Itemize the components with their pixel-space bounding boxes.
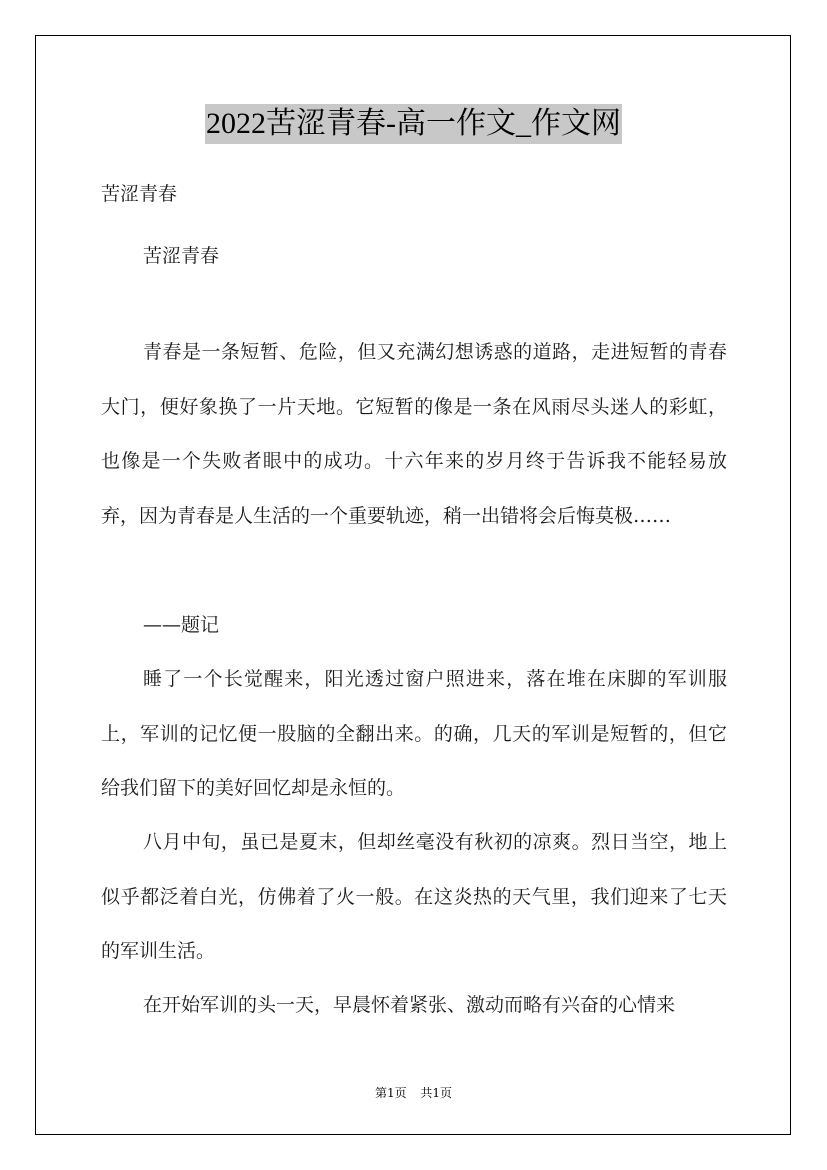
document-title: 2022苦涩青春-高一作文_作文网 bbox=[205, 104, 622, 144]
epigraph-attribution: ——题记 bbox=[143, 614, 220, 636]
page-count: 共1页 bbox=[420, 1086, 453, 1100]
document-subtitle: 苦涩青春 bbox=[101, 183, 178, 205]
paragraph: 青春是一条短暂、危险，但又充满幻想诱惑的道路，走进短暂的青春大门，便好象换了一片天地。它短暂的像是一条在风雨尽头迷人的彩虹，也像是一个失败者眼中的成功。十六年来的岁月终于告诉我不能轻易放弃，因为青春是人生活的一个重要轨迹，稍一出错将会后悔莫极…… bbox=[101, 341, 727, 527]
paragraph: 睡了一个长觉醒来，阳光透过窗户照进来，落在堆在床脚的军训服上，军训的记忆便一股脑的全翻出来。的确，几天的军训是短暂的，但它给我们留下的美好回忆却是永恒的。 bbox=[101, 668, 727, 799]
title-container bbox=[0, 104, 827, 144]
page-number: 第1页 bbox=[374, 1086, 407, 1100]
paragraph: 八月中旬，虽已是夏末，但却丝毫没有秋初的凉爽。烈日当空，地上似乎都泛着白光，仿佛着了火一般。在这炎热的天气里，我们迎来了七天的军训生活。 bbox=[101, 831, 727, 962]
paragraph: 在开始军训的头一天，早晨怀着紧张、激动而略有兴奋的心情来 bbox=[143, 994, 676, 1016]
paragraph: 苦涩青春 bbox=[143, 245, 220, 267]
page-footer bbox=[0, 1084, 827, 1101]
